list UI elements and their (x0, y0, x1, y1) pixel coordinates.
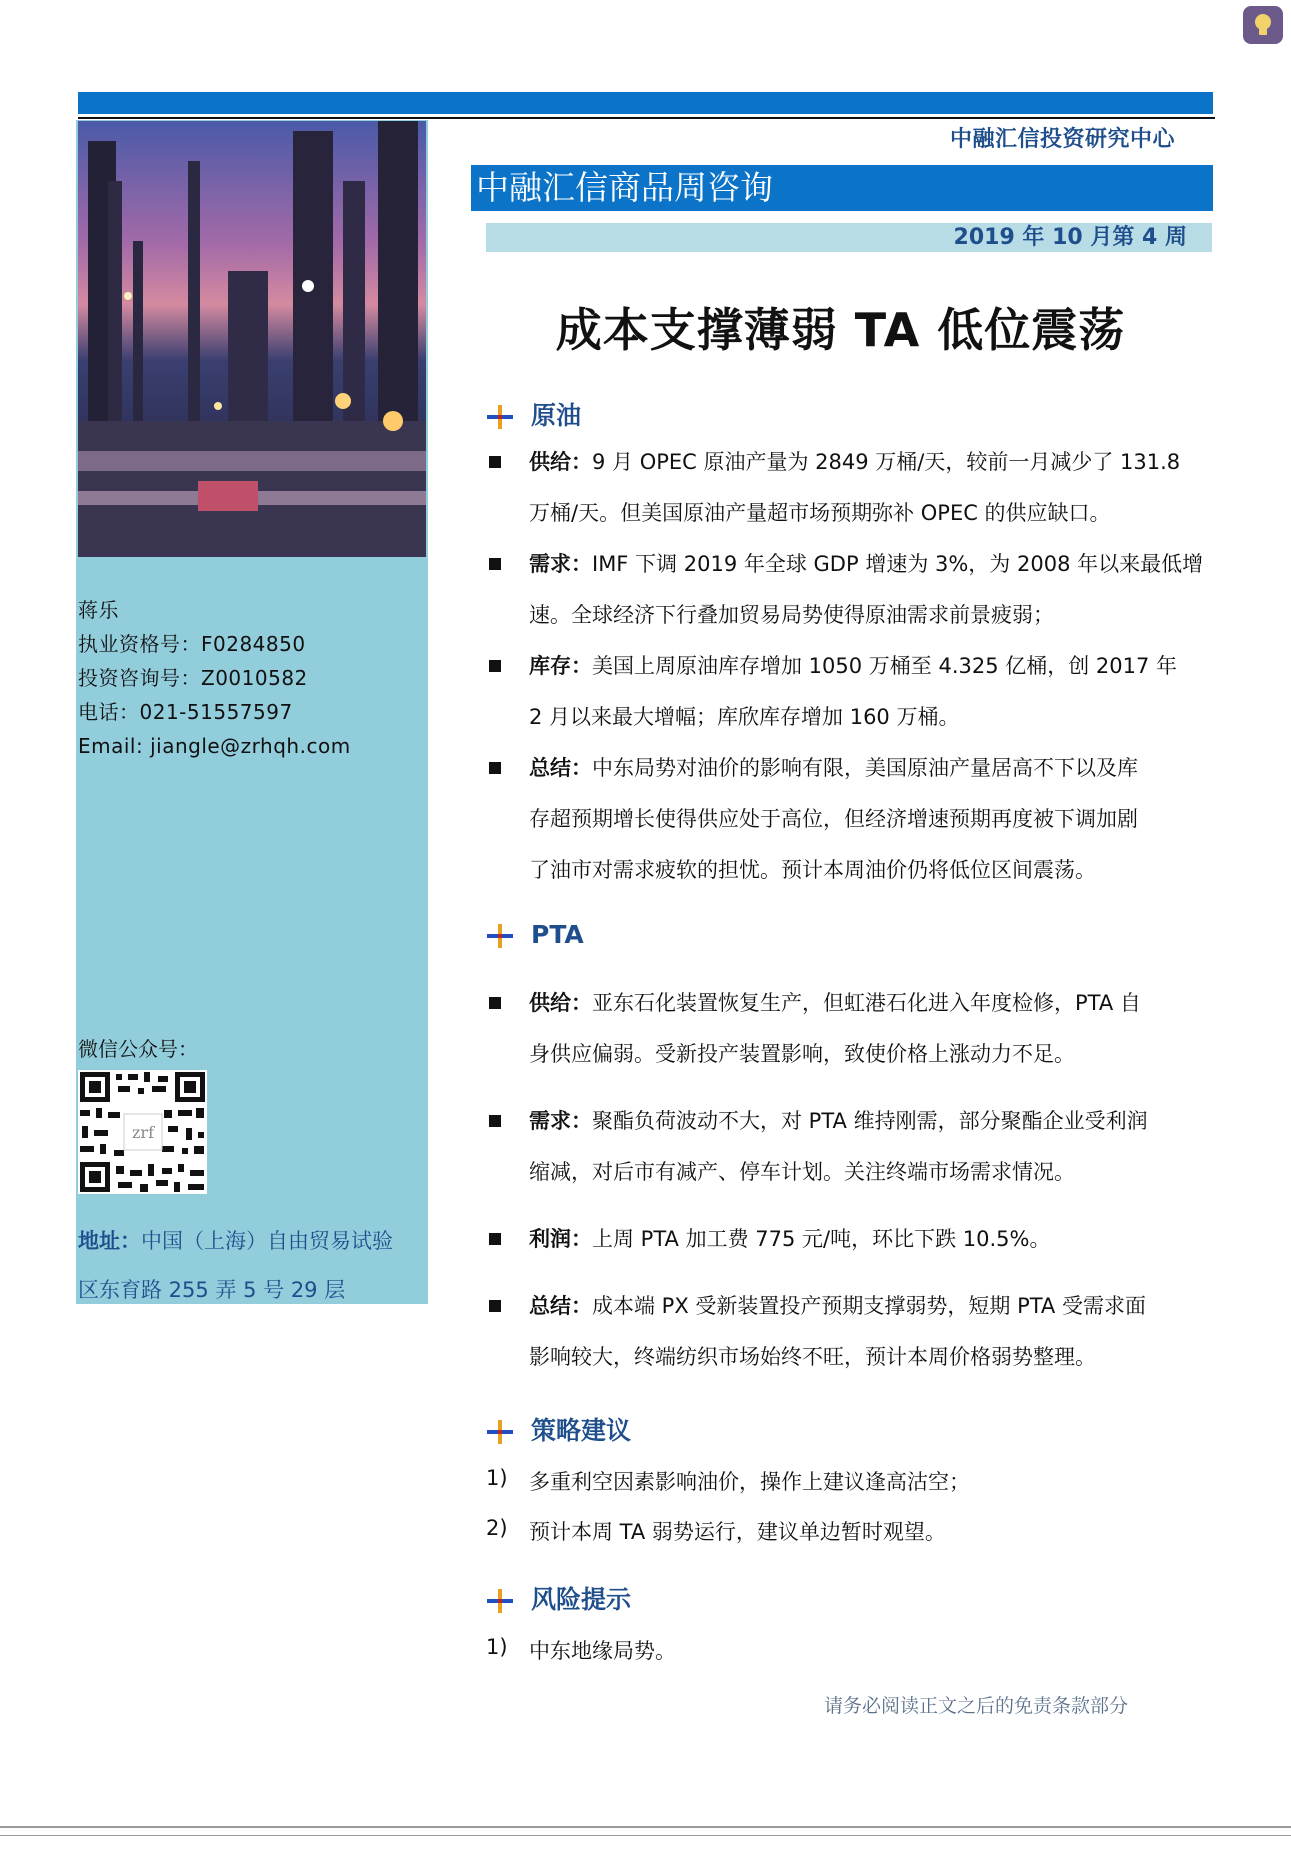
qualification-number: 执业资格号：F0284850 (78, 632, 306, 656)
item-label: 总结： (529, 1294, 592, 1318)
section-star-icon (487, 405, 513, 429)
section-star-icon (487, 924, 513, 948)
item-line: 中东局势对油价的影响有限，美国原油产量居高不下以及库 (592, 756, 1138, 780)
risk-item: 中东地缘局势。 (529, 1639, 676, 1663)
item-line: 2 月以来最大增幅；库欣库存增加 160 万桶。 (529, 705, 960, 729)
top-divider (78, 117, 1215, 119)
phone-number: 电话：021-51557597 (78, 700, 293, 724)
address-line2: 区东育路 255 弄 5 号 29 层 (78, 1278, 346, 1302)
section-strategy (487, 1411, 631, 1447)
bullet-square (489, 1115, 501, 1127)
crude-inventory-paragraph (529, 641, 1209, 743)
crude-summary-paragraph (529, 743, 1209, 896)
pta-profit-paragraph (529, 1214, 1209, 1265)
report-week: 2019 年 10 月第 4 周 (953, 225, 1187, 250)
item-line: 9 月 OPEC 原油产量为 2849 万桶/天，较前一月减少了 131.8 (592, 450, 1181, 474)
item-line: 上周 PTA 加工费 775 元/吨，环比下跌 10.5%。 (592, 1227, 1051, 1251)
section-title: 原油 (531, 401, 582, 430)
refinery-night-image (78, 121, 426, 557)
crude-supply-paragraph (529, 437, 1209, 539)
analyst-name: 蒋乐 (78, 598, 119, 622)
pta-summary-paragraph (529, 1281, 1209, 1383)
qr-logo-text: zrf (132, 1123, 154, 1142)
strategy-item: 多重利空因素影响油价，操作上建议逢高沽空； (529, 1470, 970, 1494)
top-color-band (78, 92, 1213, 114)
list-number: 1) (486, 1466, 508, 1490)
item-line: 身供应偏弱。受新投产装置影响，致使价格上涨动力不足。 (529, 1042, 1075, 1066)
item-label: 需求： (529, 552, 592, 576)
item-line: 聚酯负荷波动不大，对 PTA 维持刚需，部分聚酯企业受利润 (592, 1109, 1148, 1133)
page-bottom-divider (0, 1826, 1291, 1828)
wechat-qr-code (78, 1070, 207, 1194)
item-line: 亚东石化装置恢复生产，但虹港石化进入年度检修，PTA 自 (592, 991, 1141, 1015)
bullet-square (489, 997, 501, 1009)
address-label: 地址： (78, 1229, 141, 1253)
disclaimer-note: 请务必阅读正文之后的免责条款部分 (824, 1695, 1129, 1717)
hint-button[interactable] (1243, 6, 1283, 44)
list-number: 2) (486, 1516, 508, 1540)
item-line: IMF 下调 2019 年全球 GDP 增速为 3%，为 2008 年以来最低增 (592, 552, 1204, 576)
report-title: 中融汇信商品周咨询 (476, 168, 773, 207)
section-star-icon (487, 1589, 513, 1613)
list-number: 1) (486, 1635, 508, 1659)
bullet-square (489, 1233, 501, 1245)
section-pta (487, 920, 584, 949)
lightbulb-icon (1243, 6, 1283, 44)
crude-demand-paragraph (529, 539, 1209, 641)
section-risk (487, 1580, 631, 1616)
item-line: 成本端 PX 受新装置投产预期支撑弱势，短期 PTA 受需求面 (592, 1294, 1146, 1318)
bullet-square (489, 762, 501, 774)
section-title: PTA (531, 920, 584, 949)
bullet-square (489, 660, 501, 672)
bullet-square (489, 456, 501, 468)
consulting-number: 投资咨询号：Z0010582 (78, 666, 308, 690)
section-title: 风险提示 (531, 1585, 632, 1614)
item-label: 库存： (529, 654, 592, 678)
item-line: 万桶/天。但美国原油产量超市场预期弥补 OPEC 的供应缺口。 (529, 501, 1111, 525)
item-line: 缩减，对后市有减产、停车计划。关注终端市场需求情况。 (529, 1160, 1075, 1184)
headline: 成本支撑薄弱 TA 低位震荡 (555, 303, 1126, 357)
address-line1: 中国（上海）自由贸易试验 (141, 1229, 393, 1253)
section-crude-oil (487, 396, 581, 432)
item-line: 美国上周原油库存增加 1050 万桶至 4.325 亿桶，创 2017 年 (592, 654, 1178, 678)
item-line: 了油市对需求疲软的担忧。预计本周油价仍将低位区间震荡。 (529, 858, 1096, 882)
research-center-label: 中融汇信投资研究中心 (950, 127, 1176, 152)
item-label: 供给： (529, 991, 592, 1015)
wechat-label: 微信公众号： (78, 1037, 198, 1061)
analyst-contact (78, 593, 351, 763)
address (78, 1217, 428, 1315)
section-star-icon (487, 1420, 513, 1444)
pta-demand-paragraph (529, 1096, 1209, 1198)
item-line: 影响较大，终端纺织市场始终不旺，预计本周价格弱势整理。 (529, 1345, 1096, 1369)
section-title: 策略建议 (531, 1416, 632, 1445)
bullet-square (489, 1300, 501, 1312)
page-bottom-divider (0, 1835, 1291, 1836)
pta-supply-paragraph (529, 978, 1209, 1080)
item-label: 供给： (529, 450, 592, 474)
item-line: 速。全球经济下行叠加贸易局势使得原油需求前景疲弱； (529, 603, 1054, 627)
bullet-square (489, 558, 501, 570)
item-label: 需求： (529, 1109, 592, 1133)
item-line: 存超预期增长使得供应处于高位，但经济增速预期再度被下调加剧 (529, 807, 1138, 831)
item-label: 利润： (529, 1227, 592, 1251)
email-link[interactable]: Email: jiangle@zrhqh.com (78, 734, 351, 758)
strategy-item: 预计本周 TA 弱势运行，建议单边暂时观望。 (529, 1520, 946, 1544)
item-label: 总结： (529, 756, 592, 780)
